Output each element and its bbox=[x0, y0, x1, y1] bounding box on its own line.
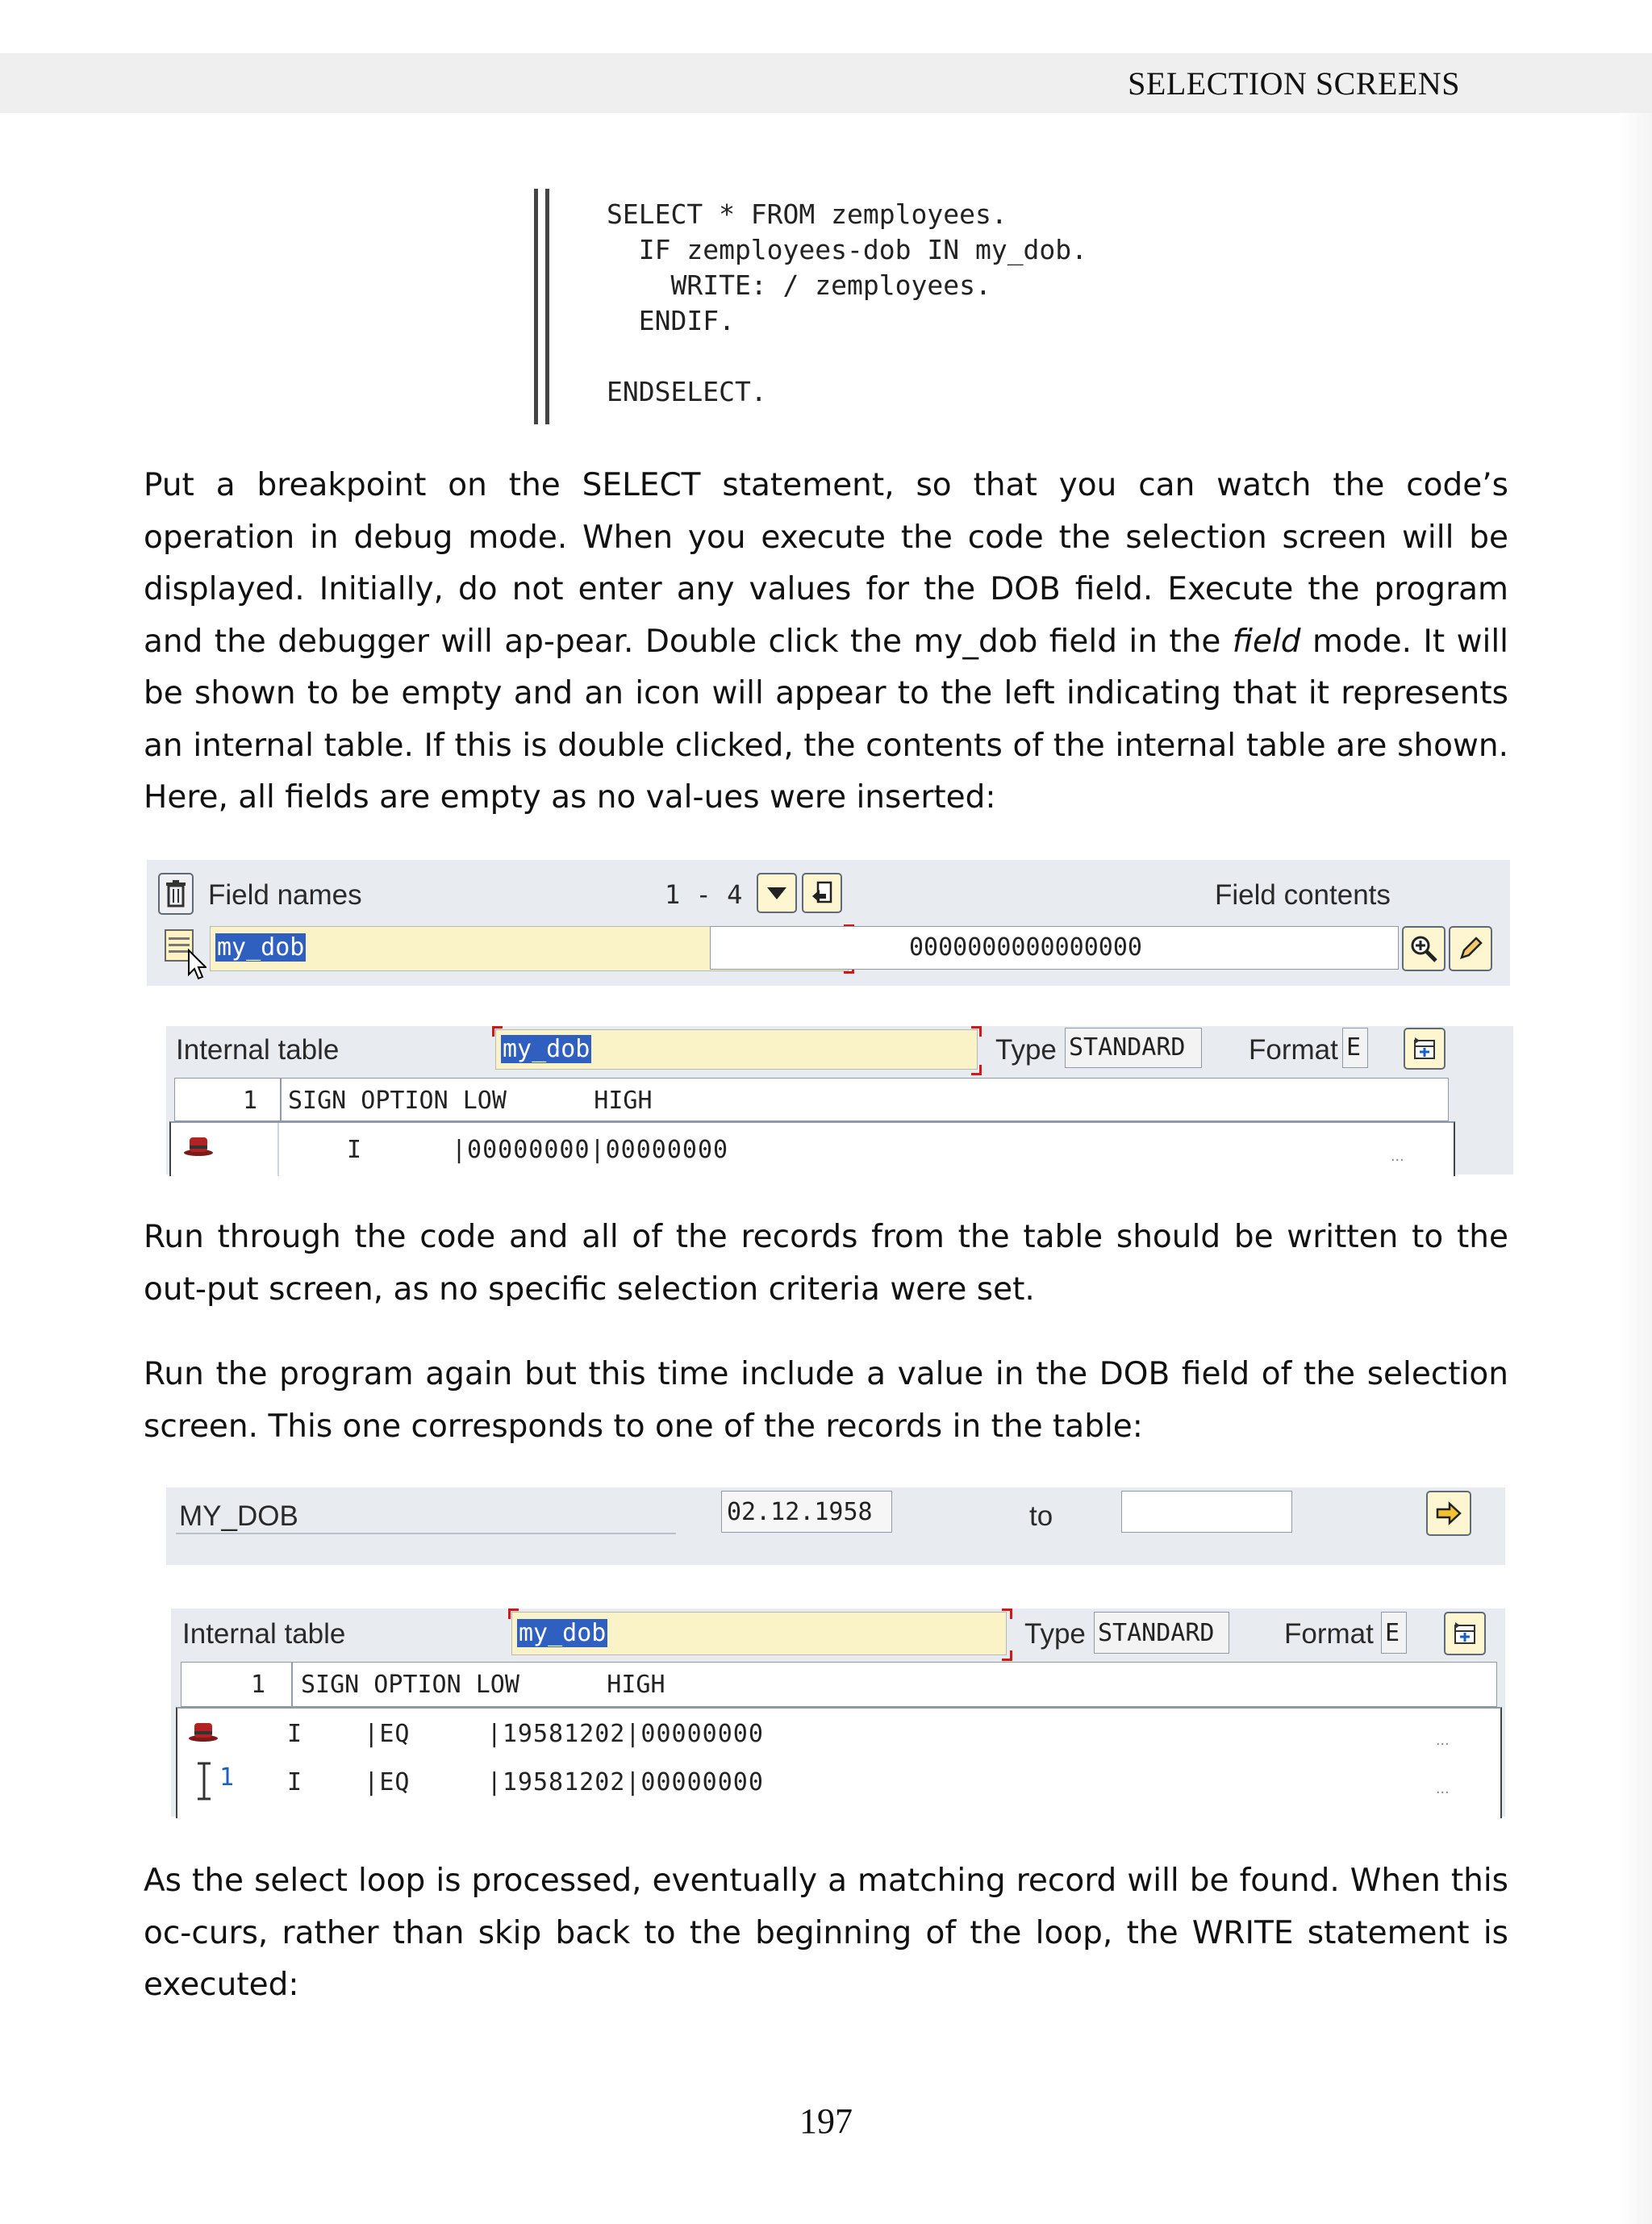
type-value: STANDARD bbox=[1069, 1033, 1186, 1062]
table-row[interactable] bbox=[177, 1757, 1500, 1805]
type-value-box bbox=[1094, 1612, 1229, 1654]
body-paragraph: As the select loop is processed, eventually a matching record will be found. When this oc-curs, rather than skip back to the beginning of the loop, the WRITE statement is executed: bbox=[144, 1863, 1508, 2003]
internal-table-name-input[interactable] bbox=[511, 1612, 1007, 1655]
format-label: Format bbox=[1284, 1618, 1374, 1650]
to-label: to bbox=[1029, 1500, 1053, 1532]
code-margin-bar bbox=[534, 189, 538, 424]
code-line: IF zemployees-dob IN my_dob. bbox=[607, 234, 1088, 265]
code-line: SELECT * FROM zemployees. bbox=[607, 198, 1007, 230]
internal-table-name-value: my_dob bbox=[519, 1619, 607, 1647]
zoom-icon[interactable] bbox=[1402, 926, 1446, 971]
table-body bbox=[176, 1707, 1502, 1818]
paragraph-text: mode. It will be shown to be empty and an icon will appear to the left indicating that it represents an internal table. If this is double clicked, the contents of the internal table are shown. Here, all fields are empty as no val-ues were inserted: bbox=[144, 623, 1508, 816]
table-insert-icon[interactable] bbox=[1404, 1028, 1446, 1070]
field-content-value: 0000000000000000 bbox=[909, 933, 1142, 962]
table-row[interactable] bbox=[177, 1709, 1500, 1757]
dropdown-arrow-icon[interactable] bbox=[757, 873, 797, 913]
row-values: I |EQ |19581202|00000000 bbox=[287, 1720, 764, 1748]
type-value-box bbox=[1065, 1028, 1202, 1068]
edit-pencil-icon[interactable] bbox=[1449, 926, 1492, 971]
body-paragraph: Run the program again but this time include a value in the DOB field of the selection screen. This one corresponds to one of the records in the table: bbox=[144, 1356, 1508, 1445]
type-value: STANDARD bbox=[1098, 1619, 1215, 1647]
dob-low-value: 02.12.1958 bbox=[727, 1498, 873, 1526]
row-values: |00000000|00000000 bbox=[452, 1136, 729, 1164]
field-focus-marker bbox=[508, 1609, 519, 1619]
field-focus-marker bbox=[1002, 1609, 1012, 1619]
row-sign: I bbox=[347, 1136, 362, 1164]
row-count: 1 bbox=[243, 1087, 258, 1115]
text-cursor-icon bbox=[195, 1760, 213, 1802]
code-line: WRITE: / zemployees. bbox=[607, 269, 991, 301]
format-value-box[interactable] bbox=[1381, 1612, 1407, 1654]
format-value: E bbox=[1346, 1033, 1362, 1062]
multiple-selection-arrow-icon[interactable] bbox=[1426, 1491, 1471, 1536]
dob-low-input[interactable] bbox=[721, 1491, 892, 1533]
internal-table-panel bbox=[171, 1609, 1505, 1817]
field-focus-marker bbox=[971, 1065, 982, 1075]
row-values: I |EQ |19581202|00000000 bbox=[287, 1768, 764, 1796]
code-line: ENDSELECT. bbox=[607, 376, 767, 407]
format-label: Format bbox=[1249, 1034, 1338, 1066]
field-focus-marker bbox=[492, 1026, 503, 1037]
type-label: Type bbox=[995, 1034, 1057, 1066]
code-snippet bbox=[534, 189, 1099, 424]
paragraph-italic-text: field bbox=[1232, 623, 1301, 660]
column-headers: SIGN OPTION LOW HIGH bbox=[288, 1087, 653, 1115]
table-header-row bbox=[181, 1662, 1497, 1707]
internal-table-panel bbox=[166, 1026, 1513, 1175]
internal-table-name-input[interactable] bbox=[495, 1029, 978, 1070]
trash-icon[interactable] bbox=[158, 873, 194, 915]
internal-table-label: Internal table bbox=[182, 1618, 346, 1650]
body-paragraph bbox=[144, 460, 1508, 824]
field-focus-marker bbox=[1002, 1650, 1012, 1661]
field-range: 1 - 4 bbox=[665, 879, 743, 910]
code-margin-bar bbox=[545, 189, 549, 424]
page-number: 197 bbox=[799, 2101, 853, 2141]
selection-field-label: MY_DOB bbox=[179, 1500, 298, 1532]
body-paragraph: Run through the code and all of the records from the table should be written to the out-put screen, as no specific selection criteria were set. bbox=[144, 1219, 1508, 1308]
hat-icon bbox=[187, 1718, 219, 1742]
selection-screen-panel bbox=[166, 1488, 1505, 1565]
row-ellipsis: ... bbox=[1391, 1147, 1404, 1165]
row-ellipsis: ... bbox=[1436, 1731, 1450, 1749]
hat-icon bbox=[182, 1133, 215, 1157]
column-headers: SIGN OPTION LOW HIGH bbox=[301, 1671, 665, 1699]
debugger-fields-panel bbox=[147, 860, 1510, 986]
paragraph-text: Put a breakpoint on the SELECT statement, so that you can watch the code’s operation in debug mode. When you execute the code the selection screen will be displayed. Initially, do not enter any values for the DOB field. Execute the program and the debugger will ap-pear. Double click the my_dob field in the bbox=[144, 467, 1508, 660]
field-contents-label: Field contents bbox=[1215, 879, 1391, 911]
format-value: E bbox=[1385, 1619, 1400, 1647]
internal-table-name-value: my_dob bbox=[503, 1035, 590, 1063]
new-page-icon[interactable] bbox=[802, 873, 842, 913]
internal-table-label: Internal table bbox=[176, 1034, 340, 1066]
table-insert-icon[interactable] bbox=[1444, 1612, 1486, 1655]
label-underline bbox=[176, 1533, 676, 1534]
row-index: 1 bbox=[219, 1763, 235, 1792]
field-names-label: Field names bbox=[208, 879, 362, 911]
table-header-row bbox=[174, 1078, 1449, 1121]
row-count: 1 bbox=[251, 1671, 266, 1699]
code-lines bbox=[607, 197, 1087, 410]
row-ellipsis: ... bbox=[1436, 1780, 1450, 1797]
running-header-title: SELECTION SCREENS bbox=[1128, 65, 1460, 102]
dob-high-input[interactable] bbox=[1121, 1491, 1292, 1533]
field-focus-marker bbox=[971, 1026, 982, 1037]
page-edge-shadow bbox=[1620, 113, 1652, 2224]
field-name-value: my_dob bbox=[217, 933, 305, 962]
code-line: ENDIF. bbox=[607, 305, 735, 336]
table-row[interactable] bbox=[169, 1121, 1455, 1176]
format-value-box[interactable] bbox=[1342, 1028, 1368, 1068]
type-label: Type bbox=[1024, 1618, 1086, 1650]
mouse-cursor-icon bbox=[187, 949, 206, 981]
field-content-input[interactable] bbox=[710, 926, 1399, 970]
